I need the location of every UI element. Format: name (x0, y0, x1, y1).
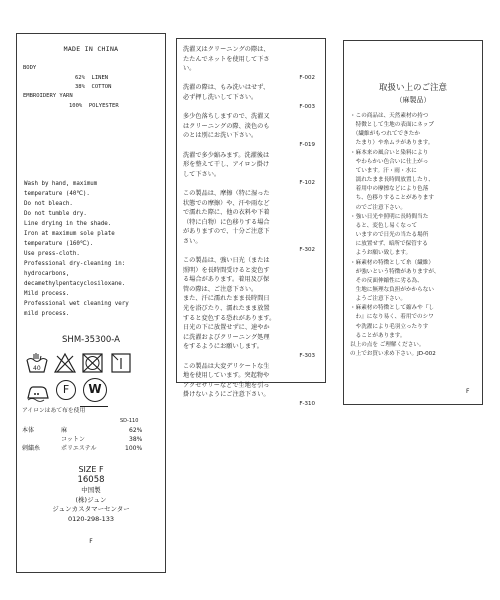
hand-wash-icon (25, 352, 49, 374)
notice-line: わ』になり易く、着用でのシワ (350, 314, 434, 321)
body-heading: BODY (23, 65, 37, 71)
care-line: Professional dry-cleaning in: (24, 261, 126, 267)
notice-line: ・麻素材の特徴として縮みや『し (350, 305, 434, 312)
note-line: 洗濯で多少縮みます。洗濯後は (183, 151, 270, 159)
notice-line: に放置せず、暗所で保管する (350, 241, 428, 248)
note-line: 形を整えて干し、アイロン掛け (183, 161, 270, 169)
note-line: この製品は大変デリケートな生 (183, 362, 270, 370)
embroidery-poly: 100% POLYESTER (69, 103, 119, 109)
notice-body (350, 112, 478, 359)
notice-line: 特徴として生地の表面にネップ (350, 122, 434, 129)
style-code: SHM-35300-A (62, 335, 120, 345)
body-cotton: 38% COTTON (75, 84, 112, 90)
note-line: （特に白物）に色移りする場合 (183, 218, 270, 226)
notice-code: F (466, 388, 470, 395)
made-in-text: MADE IN CHINA (63, 45, 119, 53)
note-code: F-003 (299, 103, 315, 110)
dry-clean-f-letter: F (62, 383, 70, 396)
note-line: はクリーニングの際、淡色のも (183, 122, 270, 130)
care-label-japanese-notes (176, 38, 326, 407)
care-line: Use press-cloth. (24, 251, 80, 257)
notice-line: （繊維がもつれてできたか (350, 131, 420, 138)
comp-pct: 100% (125, 445, 143, 452)
notice-line: ち、色移りすることがあります (350, 195, 434, 202)
notice-line: その反面伸縮性に劣る為、 (350, 277, 423, 284)
note-line: 多少色落ちしますので、洗濯又 (183, 113, 270, 121)
notice-line: ようご注意下さい。 (350, 296, 406, 303)
care-line: Do not tumble dry. (24, 211, 87, 217)
iron-note: アイロンはあて布を使用 (22, 408, 86, 414)
wet-clean-underline (80, 406, 108, 407)
notice-line: ・麻素材の特徴として糸（繊維） (350, 259, 434, 266)
note-code: F-102 (299, 180, 315, 187)
care-line: temperature (40℃). (24, 191, 90, 197)
note-line: して下さい。 (183, 170, 221, 178)
notice-line: ると、変色し易くなって (350, 222, 418, 229)
note-line: さい。 (183, 237, 202, 245)
no-bleach-icon (53, 352, 77, 374)
note-line: この製品は、摩擦（特に湿った (183, 189, 270, 197)
note-line: 光を浴びたり、濡れたまま放置 (183, 305, 270, 313)
care-line: mild process. (24, 311, 70, 317)
care-line: Professional wet cleaning very (24, 301, 129, 307)
comp-material: ポリエステル (61, 445, 97, 452)
care-line: Iron at maximum sole plate (24, 231, 115, 237)
comp-pct: 38% (129, 436, 143, 443)
notice-line: やわらかい色合いに仕上がっ (350, 158, 429, 165)
note-line: また、汗に濡れたまま長時間日 (183, 295, 270, 303)
note-code: F-019 (299, 141, 315, 148)
care-line: hydrocarbons, (24, 271, 70, 277)
notice-line: ることがあります。 (350, 332, 406, 339)
no-tumble-dry-icon (81, 352, 105, 374)
phone-number: 0120-298-133 (67, 515, 115, 523)
notice-line: 生地に無理な負担がかからない (350, 286, 434, 293)
note-line: 洗濯の際は、もみ洗いはせず、 (183, 84, 270, 92)
care-line: temperature (160℃). (24, 241, 94, 247)
note-code: F-302 (299, 247, 315, 254)
notice-line: の上でお買い求め下さい。JD-002 (350, 351, 436, 358)
note-line: をするようにお願いします。 (183, 343, 263, 351)
comp-material: コットン (61, 436, 85, 443)
notice-line: 以上の点を ご理解ください。 (350, 341, 425, 348)
comp-material: 麻 (61, 427, 68, 434)
note-line: 地を使用しています。突起物や (183, 372, 270, 380)
care-line: Line drying in the shade. (24, 221, 112, 227)
notice-line: いますので日光の当たる場所 (350, 232, 429, 239)
care-label-linen-notice (343, 40, 483, 405)
note-line: い。 (183, 65, 196, 73)
notice-subtitle: （麻製品） (395, 96, 431, 104)
notice-title: 取扱い上のご注意 (378, 83, 447, 93)
note-line: 洗濯又はクリーニングの際は、 (183, 46, 270, 53)
notice-line: ・強い日光や照明に長時間当た (350, 213, 429, 220)
dry-clean-f-icon (56, 380, 76, 400)
note-line: る場合があります。着用及び保 (183, 276, 270, 284)
product-number: 16058 (77, 475, 105, 485)
note-code: F-310 (299, 400, 315, 407)
notice-line: ・この商品は、天然素材の持つ (350, 113, 429, 119)
note-line: 必ず押し洗いして下さい。 (183, 93, 258, 101)
care-line: Mild process. (24, 291, 70, 297)
care-label-english (16, 33, 166, 573)
customer-center: ジュンカスタマーセンター (52, 505, 130, 513)
note-line: すると変色する恐れがあります。 (183, 314, 276, 322)
wet-clean-w-icon (83, 378, 107, 402)
note-line: に洗濯およびクリーニング処理 (183, 333, 270, 341)
note-line: 照明）を長時間受けると変色す (183, 266, 270, 274)
notice-line: ・麻本来の風合いと染料により (350, 149, 429, 156)
sd-code: SD-110 (120, 418, 139, 424)
notice-line: 濡れたまま長時間放置したり、 (350, 177, 434, 184)
care-line: Do not bleach. (24, 201, 73, 207)
notice-line: ています。汗・雨・水に (350, 167, 417, 174)
embroidery-heading: EMBROIDERY YARN (23, 93, 73, 99)
notes-column (183, 45, 319, 410)
notice-line: ようお願い致します。 (350, 250, 412, 257)
note-code: F-303 (299, 353, 315, 359)
notice-line: や洗濯により毛羽立ったりす (350, 323, 429, 330)
size-text: SIZE F (78, 465, 104, 474)
care-line: Wash by hand, maximum (24, 181, 98, 187)
note-line: 状態での摩擦）や、汗や雨など (183, 199, 270, 207)
wet-clean-w-letter: W (88, 382, 102, 396)
svg-text:40: 40 (33, 365, 41, 372)
iron-icon (25, 382, 51, 402)
notice-line: たまり）や糸ムラがあります。 (350, 140, 434, 147)
note-line: 管の際は、ご注意下さい。 (183, 285, 258, 293)
note-line: 日光の下に放置せずに、速やか (183, 324, 270, 332)
note-line: 掛けないようにご注意下さい。 (183, 391, 270, 399)
body-linen: 62% LINEN (75, 75, 109, 81)
comp-part: 刺繍糸 (22, 445, 41, 452)
comp-part: 本体 (22, 427, 35, 434)
note-line: のとは別にお洗い下さい。 (183, 132, 258, 140)
note-line: がありますので、十分ご注意下 (183, 228, 270, 236)
comp-pct: 62% (129, 427, 143, 434)
notice-line: のでご注意下さい。 (350, 204, 406, 211)
care-line: decamethylpentacyclosiloxane. (24, 281, 126, 287)
notice-line: 着用中の摩擦などにより色落 (350, 186, 429, 193)
line-dry-shade-icon (109, 352, 133, 374)
notice-line: が強いという特徴がありますが、 (350, 268, 440, 275)
bottom-code: F (89, 538, 93, 545)
origin-text: 中国製 (81, 486, 101, 494)
company-name: (株)ジュン (75, 496, 107, 504)
note-line: この製品は、強い日光（または (183, 257, 270, 265)
note-code: F-002 (299, 74, 315, 81)
note-line: で濡れた際に、他の衣料や下着 (183, 209, 270, 217)
note-line: アクセサリーなどで生地を引っ (183, 381, 270, 389)
note-line: たたんでネットを使用して下さ (183, 55, 270, 63)
